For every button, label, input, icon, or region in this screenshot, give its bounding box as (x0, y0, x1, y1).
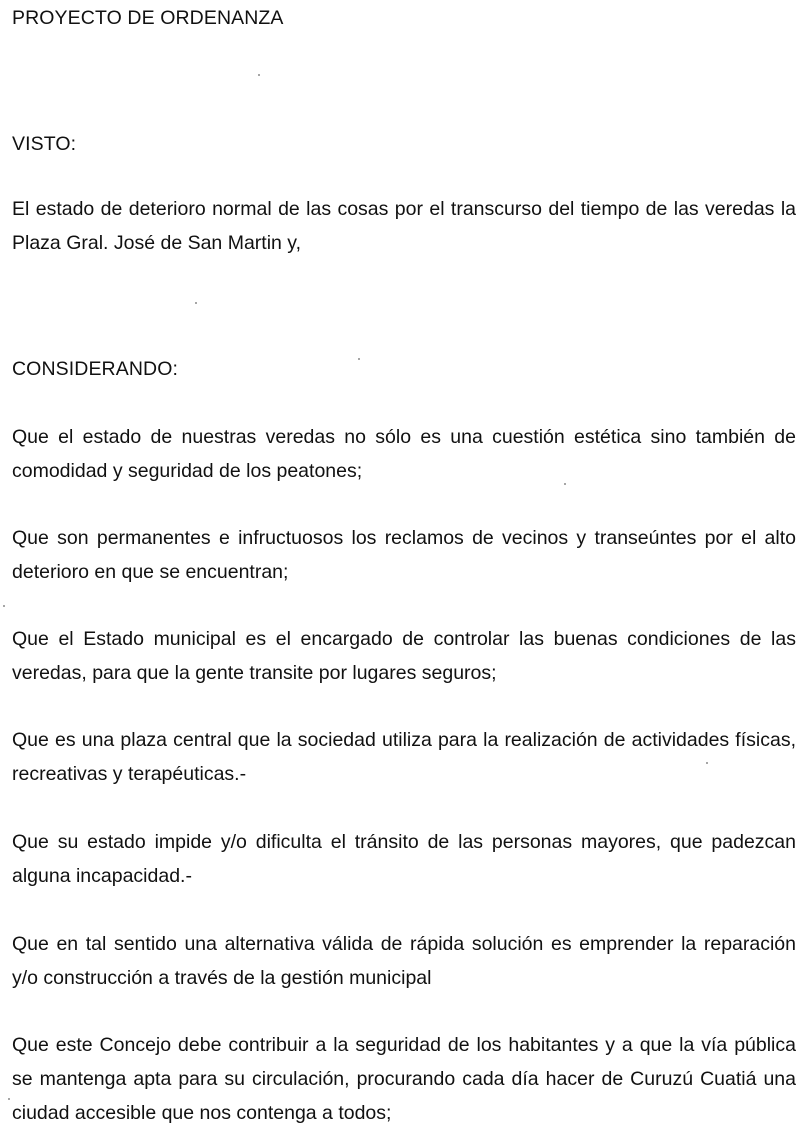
visto-heading: VISTO: (12, 133, 77, 155)
considerando-paragraph-3: Que el Estado municipal es el encargado de controlar las buenas condiciones de las veredas, para que la gente transite por lugares seguros; (12, 628, 796, 684)
scan-speck (358, 358, 360, 360)
visto-paragraph: El estado de deterioro normal de las cosas por el transcurso del tiempo de las veredas la Plaza Gral. José de San Martin y, (12, 198, 796, 254)
considerando-heading: CONSIDERANDO: (12, 358, 178, 380)
considerando-paragraph-7: Que este Concejo debe contribuir a la seguridad de los habitantes y a que la vía pública se mantenga apta para su circulación, procurando cada día hacer de Curuzú Cuatiá una ciudad accesible que nos contenga a todos; (12, 1034, 796, 1124)
considerando-paragraph-6: Que en tal sentido una alternativa válida de rápida solución es emprender la reparación y/o construcción a través de la gestión municipal (12, 933, 796, 989)
scan-speck (258, 74, 260, 76)
scan-speck (564, 483, 566, 485)
scan-speck (3, 605, 5, 607)
considerando-paragraph-4: Que es una plaza central que la sociedad utiliza para la realización de actividades físicas, recreativas y terapéuticas.- (12, 729, 796, 785)
scan-speck (706, 762, 708, 764)
scan-speck (195, 302, 197, 304)
considerando-paragraph-5: Que su estado impide y/o dificulta el tránsito de las personas mayores, que padezcan alguna incapacidad.- (12, 831, 796, 887)
considerando-paragraph-2: Que son permanentes e infructuosos los reclamos de vecinos y transeúntes por el alto deterioro en que se encuentran; (12, 527, 796, 583)
scan-speck (8, 1098, 10, 1100)
considerando-paragraph-1: Que el estado de nuestras veredas no sólo es una cuestión estética sino también de comodidad y seguridad de los peatones; (12, 426, 796, 482)
document-title: PROYECTO DE ORDENANZA (12, 7, 284, 29)
